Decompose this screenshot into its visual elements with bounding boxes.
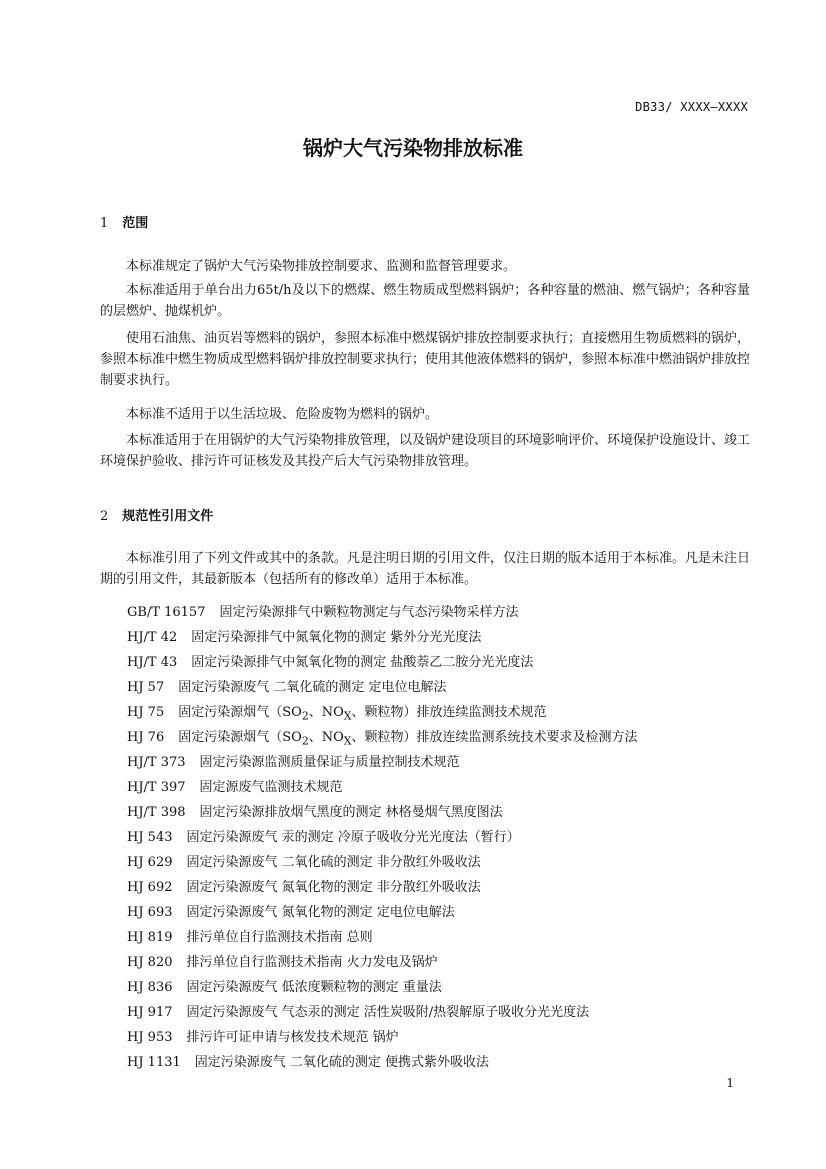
reference-title-part: 、NO <box>308 730 344 745</box>
reference-code: HJ 629 <box>127 855 173 870</box>
reference-item <box>127 976 442 995</box>
reference-title: 固定污染源废气 汞的测定 冷原子吸收分光光度法（暂行） <box>186 830 520 845</box>
reference-code: HJ/T 43 <box>127 655 178 670</box>
section-2-title: 规范性引用文件 <box>122 509 214 524</box>
section-1-heading <box>100 212 148 231</box>
reference-item <box>127 851 481 870</box>
reference-title: 固定污染源废气 二氧化硫的测定 定电位电解法 <box>178 680 447 695</box>
subscript: X <box>343 709 352 723</box>
section-1-number: 1 <box>100 216 109 231</box>
reference-title: 固定污染源废气 二氧化硫的测定 便携式紫外吸收法 <box>194 1055 490 1070</box>
reference-code: HJ 917 <box>127 1005 173 1020</box>
reference-title: 排污许可证申请与核发技术规范 锅炉 <box>186 1030 399 1045</box>
reference-title: 排污单位自行监测技术指南 总则 <box>186 930 373 945</box>
section-1-paragraph: 本标准适用于单台出力65t/h及以下的燃煤、燃生物质成型燃料锅炉；各种容量的燃油、燃气锅炉；各种容量的层燃炉、抛煤机炉。 <box>100 283 750 319</box>
section-1-paragraph: 使用石油焦、油页岩等燃料的锅炉，参照本标准中燃煤锅炉排放控制要求执行；直接燃用生物质燃料的锅炉，参照本标准中燃生物质成型燃料锅炉排放控制要求执行；使用其他液体燃料的锅炉，参照本标准中燃油锅炉排放控制要求执行。 <box>100 331 751 388</box>
reference-code: HJ/T 397 <box>127 780 186 795</box>
reference-title: 固定污染源废气 低浓度颗粒物的测定 重量法 <box>186 980 442 995</box>
reference-item <box>127 826 520 845</box>
subscript: X <box>343 734 352 748</box>
section-2-number: 2 <box>100 509 109 524</box>
reference-item <box>127 601 519 620</box>
reference-code: HJ 819 <box>127 930 173 945</box>
reference-code: HJ/T 398 <box>127 805 186 820</box>
reference-title-part: 、颗粒物）排放连续监测系统技术要求及检测方法 <box>351 730 638 745</box>
reference-code: HJ 836 <box>127 980 173 995</box>
reference-code: HJ 57 <box>127 680 165 695</box>
reference-title-part: 固定污染源烟气（SO <box>178 730 302 745</box>
subscript: 2 <box>301 734 309 748</box>
reference-item <box>127 876 481 895</box>
reference-code: HJ/T 373 <box>127 755 186 770</box>
reference-item <box>127 926 373 945</box>
document-title: 锅炉大气污染物排放标准 <box>303 136 523 160</box>
reference-item <box>127 626 481 645</box>
reference-code: HJ 75 <box>127 705 165 720</box>
reference-item <box>127 801 503 820</box>
reference-title-part: 固定污染源烟气（SO <box>178 705 302 720</box>
reference-code: HJ 543 <box>127 830 173 845</box>
reference-item <box>127 726 637 748</box>
reference-title-part: 、NO <box>308 705 344 720</box>
reference-title: 固定污染源废气 氮氧化物的测定 定电位电解法 <box>186 905 455 920</box>
reference-item <box>127 1001 589 1020</box>
reference-title: 固定污染源排放烟气黑度的测定 林格曼烟气黑度图法 <box>199 805 503 820</box>
section-1-paragraph: 本标准不适用于以生活垃圾、危险废物为燃料的锅炉。 <box>126 407 439 422</box>
reference-title: 固定污染源排气中氮氧化物的测定 紫外分光光度法 <box>191 630 482 645</box>
reference-code: HJ 1131 <box>127 1055 181 1070</box>
reference-title: 固定污染源废气 二氧化硫的测定 非分散红外吸收法 <box>186 855 481 870</box>
page-number: 1 <box>726 1076 734 1090</box>
reference-title: 固定污染源监测质量保证与质量控制技术规范 <box>199 755 460 770</box>
reference-title: 固定源废气监测技术规范 <box>199 780 343 795</box>
reference-title: 排污单位自行监测技术指南 火力发电及锅炉 <box>186 955 438 970</box>
reference-code: HJ 693 <box>127 905 173 920</box>
document-code: DB33/ XXXX—XXXX <box>635 100 748 114</box>
reference-item <box>127 951 438 970</box>
section-1-paragraph: 本标准规定了锅炉大气污染物排放控制要求、监测和监督管理要求。 <box>126 259 517 274</box>
subscript: 2 <box>301 709 309 723</box>
reference-code: HJ 820 <box>127 955 173 970</box>
reference-title: 固定污染源废气 气态汞的测定 活性炭吸附/热裂解原子吸收分光光度法 <box>186 1005 590 1020</box>
reference-item <box>127 701 546 723</box>
reference-code: HJ 76 <box>127 730 165 745</box>
reference-item <box>127 901 455 920</box>
reference-code: HJ/T 42 <box>127 630 178 645</box>
reference-title-part: 、颗粒物）排放连续监测技术规范 <box>351 705 547 720</box>
reference-item <box>127 651 533 670</box>
reference-code: HJ 953 <box>127 1030 173 1045</box>
reference-item <box>127 1051 489 1070</box>
reference-item <box>127 676 447 695</box>
reference-code: GB/T 16157 <box>127 605 206 620</box>
section-2-intro: 本标准引用了下列文件或其中的条款。凡是注明日期的引用文件，仅注日期的版本适用于本标准。凡是未注日期的引用文件，其最新版本（包括所有的修改单）适用于本标准。 <box>100 551 751 587</box>
section-2-heading <box>100 505 213 524</box>
section-1-title: 范围 <box>122 216 149 231</box>
reference-code: HJ 692 <box>127 880 173 895</box>
reference-item <box>127 751 460 770</box>
section-1-paragraph: 本标准适用于在用锅炉的大气污染物排放管理，以及锅炉建设项目的环境影响评价、环境保护设施设计、竣工环境保护验收、排污许可证核发及其投产后大气污染物排放管理。 <box>100 433 751 469</box>
reference-item <box>127 776 343 795</box>
reference-title: 固定污染源排气中氮氧化物的测定 盐酸萘乙二胺分光光度法 <box>191 655 534 670</box>
reference-title: 固定污染源排气中颗粒物测定与气态污染物采样方法 <box>219 605 519 620</box>
reference-item <box>127 1026 399 1045</box>
reference-title: 固定污染源废气 氮氧化物的测定 非分散红外吸收法 <box>186 880 481 895</box>
